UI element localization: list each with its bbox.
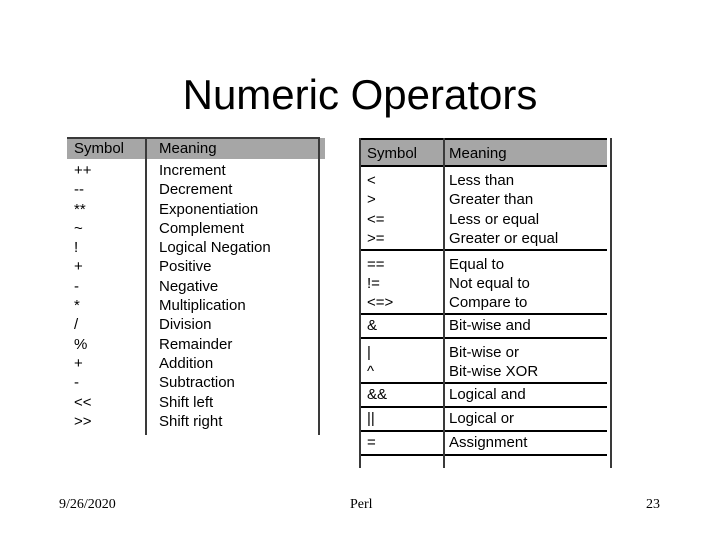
operator-symbol: | bbox=[367, 343, 371, 361]
left-operators-table bbox=[67, 138, 325, 431]
meaning-cell bbox=[442, 314, 607, 338]
operator-symbol: ~ bbox=[74, 219, 83, 237]
operator-meaning: Remainder bbox=[159, 335, 233, 353]
operator-meaning: Equal to bbox=[449, 255, 505, 273]
operator-symbol: -- bbox=[74, 181, 84, 199]
symbol-cell bbox=[360, 166, 442, 250]
symbol-cell bbox=[360, 250, 442, 314]
meaning-cell bbox=[442, 338, 607, 383]
operator-symbol: || bbox=[367, 409, 375, 427]
operator-meaning: Multiplication bbox=[159, 297, 246, 315]
meaning-cell bbox=[442, 407, 607, 431]
symbol-cell bbox=[360, 431, 442, 455]
operator-symbol: ! bbox=[74, 239, 79, 257]
operator-meaning: Exponentiation bbox=[159, 200, 259, 218]
operator-meaning: Complement bbox=[159, 219, 245, 237]
table-row bbox=[360, 166, 607, 250]
operator-symbol: <= bbox=[367, 210, 385, 228]
operator-meaning: Bit-wise and bbox=[449, 317, 531, 335]
operator-meaning: Compare to bbox=[449, 294, 528, 312]
table-row bbox=[360, 250, 607, 314]
operator-symbol: * bbox=[74, 297, 80, 315]
right-table-left-border bbox=[359, 138, 361, 468]
operator-symbol: != bbox=[367, 274, 380, 292]
operator-meaning: Logical or bbox=[449, 409, 515, 427]
operator-meaning: Logical Negation bbox=[159, 239, 271, 257]
table-row bbox=[360, 431, 607, 455]
operator-meaning: Positive bbox=[159, 258, 212, 276]
operator-meaning: Shift right bbox=[159, 412, 223, 430]
operator-symbol: < bbox=[367, 172, 376, 189]
operator-meaning: Greater or equal bbox=[449, 230, 559, 248]
operator-meaning: Bit-wise or bbox=[449, 343, 520, 361]
operator-symbol: = bbox=[367, 433, 376, 451]
operator-symbol: - bbox=[74, 277, 79, 295]
operator-symbol: - bbox=[74, 374, 79, 392]
operator-symbol: <=> bbox=[367, 294, 394, 312]
operator-meaning: Subtraction bbox=[159, 374, 235, 392]
operator-symbol: ** bbox=[74, 200, 86, 218]
left-meaning-column bbox=[152, 159, 325, 431]
operator-symbol: % bbox=[74, 335, 88, 353]
operator-symbol: + bbox=[74, 258, 83, 276]
operator-symbol: && bbox=[367, 385, 388, 403]
left-table-divider bbox=[145, 138, 147, 435]
right-table-divider bbox=[443, 138, 445, 468]
operator-meaning: Logical and bbox=[449, 385, 526, 403]
operator-meaning: Less or equal bbox=[449, 210, 540, 228]
operator-symbol: << bbox=[74, 393, 92, 411]
table-row bbox=[360, 383, 607, 407]
operator-symbol: ++ bbox=[74, 162, 92, 179]
operator-symbol: == bbox=[367, 255, 385, 273]
table-row bbox=[360, 338, 607, 383]
operator-meaning: Greater than bbox=[449, 191, 534, 209]
table-row bbox=[360, 314, 607, 338]
operator-symbol: > bbox=[367, 191, 376, 209]
operator-meaning: Shift left bbox=[159, 393, 214, 411]
operator-meaning: Bit-wise XOR bbox=[449, 363, 539, 381]
operator-symbol: >= bbox=[367, 230, 385, 248]
operator-meaning: Not equal to bbox=[449, 274, 530, 292]
meaning-cell bbox=[442, 166, 607, 250]
operator-symbol: + bbox=[74, 354, 83, 372]
operator-symbol: / bbox=[74, 316, 79, 334]
left-header-symbol: Symbol bbox=[67, 138, 152, 159]
footer-title: Perl bbox=[350, 497, 373, 512]
left-header-meaning: Meaning bbox=[152, 138, 325, 159]
footer-date: 9/26/2020 bbox=[59, 497, 116, 512]
right-operators-table bbox=[360, 138, 607, 456]
operator-meaning: Negative bbox=[159, 277, 219, 295]
symbol-cell bbox=[360, 407, 442, 431]
symbol-cell bbox=[360, 314, 442, 338]
operator-symbol: ^ bbox=[367, 363, 375, 381]
left-table-right-border bbox=[318, 138, 320, 435]
left-symbol-column bbox=[67, 159, 152, 431]
right-header-meaning: Meaning bbox=[442, 139, 607, 166]
operator-meaning: Decrement bbox=[159, 181, 233, 199]
right-header-symbol: Symbol bbox=[360, 139, 442, 166]
operator-symbol: & bbox=[367, 317, 378, 335]
slide-title: Numeric Operators bbox=[182, 71, 538, 118]
operator-meaning: Assignment bbox=[449, 433, 528, 451]
operator-meaning: Division bbox=[159, 316, 212, 334]
operator-symbol: >> bbox=[74, 412, 92, 430]
right-table-right-border bbox=[610, 138, 612, 468]
symbol-cell bbox=[360, 383, 442, 407]
operator-meaning: Addition bbox=[159, 354, 214, 372]
symbol-cell bbox=[360, 338, 442, 383]
meaning-cell bbox=[442, 431, 607, 455]
footer-page-number: 23 bbox=[646, 497, 660, 512]
meaning-cell bbox=[442, 383, 607, 407]
table-row bbox=[360, 407, 607, 431]
meaning-cell bbox=[442, 250, 607, 314]
operator-meaning: Less than bbox=[449, 172, 515, 189]
operator-meaning: Increment bbox=[159, 162, 226, 179]
left-table-top-border bbox=[67, 137, 320, 139]
